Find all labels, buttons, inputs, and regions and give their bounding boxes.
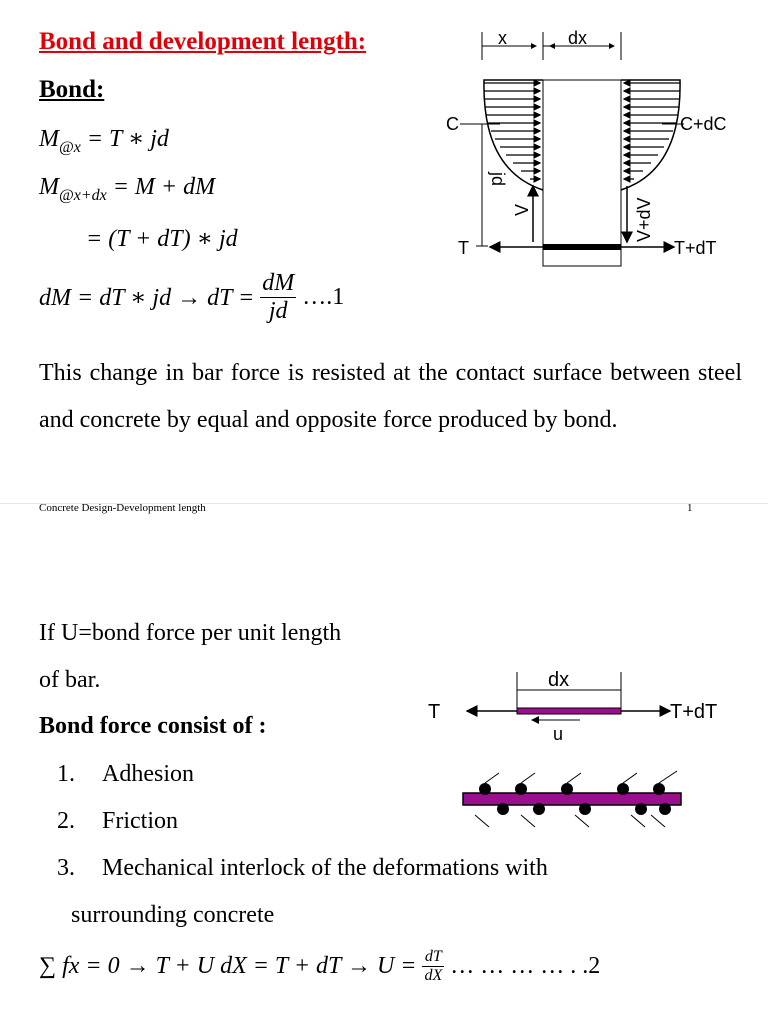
- equation-moment-x-dx: $M_{@x+dx} = M$ + dM: [39, 174, 216, 204]
- deformed-bar-diagram: [455, 765, 695, 835]
- equation-moment-x: $M_{@x} = T$ ∗ jd: [39, 126, 169, 156]
- dim-dx-label: dx: [568, 28, 588, 48]
- list-item-continuation: surrounding concrete: [71, 902, 275, 928]
- list-item: 3. Mechanical interlock of the deformations with: [57, 855, 548, 881]
- list-item: 2. Friction: [57, 808, 178, 834]
- bond-force-definition: If U=bond force per unit length: [39, 620, 342, 646]
- list-item: 1. Adhesion: [57, 761, 194, 787]
- footer-text: Concrete Design-Development length: [39, 502, 206, 514]
- page-number: 1: [687, 502, 693, 514]
- bond-paragraph: This change in bar force is resisted at the contact surface between steel and concrete by equal and opposite force produced by bond.: [39, 360, 742, 433]
- label-t-dt: T+dT: [674, 238, 717, 258]
- label-v: V: [512, 203, 532, 216]
- bar-bond-diagram: [420, 660, 750, 750]
- bond-heading: Bond:: [39, 76, 105, 103]
- label-t: T: [428, 701, 441, 723]
- label-t-dt: T+dT: [670, 701, 718, 723]
- page-title: Bond and development length:: [39, 28, 367, 55]
- bond-force-definition-cont: of bar.: [39, 667, 101, 693]
- equation-bond-force: ∑ fx = 0 → T + U dX = T + dT → U = $\frac{dT}{dX}$ … … … … . .2: [39, 948, 601, 984]
- beam-element-diagram: [440, 20, 740, 280]
- equation-dT: dM = dT ∗ jd → dT = $\frac{dM}{jd}$ ….1: [39, 270, 345, 324]
- bond-force-heading: Bond force consist of :: [39, 713, 267, 739]
- equation-tension-jd: = (T + dT) ∗ jd: [86, 226, 238, 252]
- label-c: C: [446, 114, 459, 134]
- label-u: u: [553, 724, 564, 744]
- label-t: T: [458, 238, 469, 258]
- label-c-dc: C+dC: [680, 114, 727, 134]
- dim-dx-label: dx: [548, 669, 570, 691]
- label-v-dv: V+dV: [634, 197, 654, 242]
- dim-x-label: x: [498, 28, 507, 48]
- label-jd: jd: [488, 172, 508, 187]
